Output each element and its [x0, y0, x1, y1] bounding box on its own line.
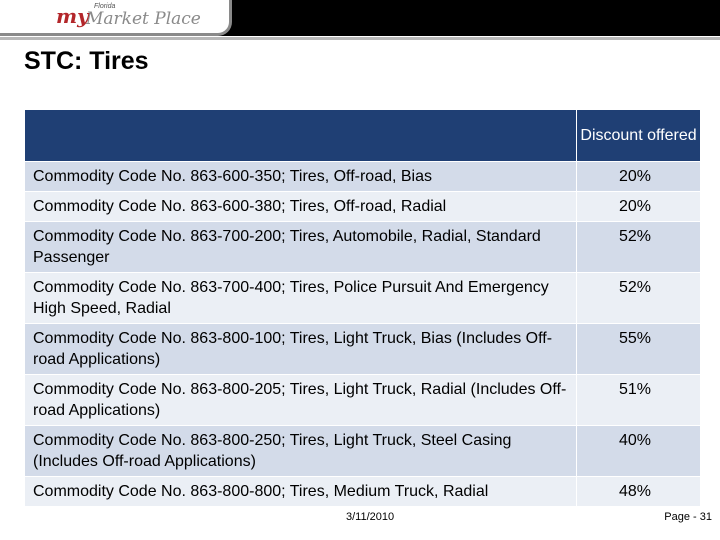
row-description: Commodity Code No. 863-700-200; Tires, Automobile, Radial, Standard Passenger	[25, 222, 577, 273]
logo-marketplace-text: Market Place	[86, 9, 201, 29]
row-discount: 55%	[577, 324, 701, 375]
header-cell-blank	[25, 110, 577, 162]
footer-date: 3/11/2010	[346, 511, 395, 523]
table-row	[25, 222, 701, 273]
row-description: Commodity Code No. 863-800-205; Tires, Light Truck, Radial (Includes Off-road Applications)	[25, 375, 577, 426]
row-discount: 51%	[577, 375, 701, 426]
page-title: STC: Tires	[24, 47, 149, 75]
row-description: Commodity Code No. 863-800-800; Tires, Medium Truck, Radial	[25, 477, 577, 507]
row-discount: 52%	[577, 273, 701, 324]
discount-table	[24, 109, 701, 507]
logo-my-text: my	[56, 4, 89, 28]
row-description: Commodity Code No. 863-700-400; Tires, Police Pursuit And Emergency High Speed, Radial	[25, 273, 577, 324]
table-row	[25, 192, 701, 222]
row-description: Commodity Code No. 863-600-380; Tires, Off-road, Radial	[25, 192, 577, 222]
logo	[0, 0, 232, 36]
row-discount: 20%	[577, 192, 701, 222]
table-row	[25, 375, 701, 426]
row-description: Commodity Code No. 863-800-100; Tires, Light Truck, Bias (Includes Off-road Applications)	[25, 324, 577, 375]
footer-page-number: Page - 31	[664, 511, 712, 523]
row-discount: 40%	[577, 426, 701, 477]
row-discount: 52%	[577, 222, 701, 273]
row-discount: 48%	[577, 477, 701, 507]
table-row	[25, 426, 701, 477]
row-discount: 20%	[577, 162, 701, 192]
table-row	[25, 477, 701, 507]
table-row	[25, 162, 701, 192]
header-divider	[0, 37, 720, 40]
row-description: Commodity Code No. 863-600-350; Tires, Off-road, Bias	[25, 162, 577, 192]
logo-florida-text: Florida	[94, 3, 116, 10]
row-description: Commodity Code No. 863-800-250; Tires, Light Truck, Steel Casing (Includes Off-road Applications)	[25, 426, 577, 477]
table-header-row	[25, 110, 701, 162]
table-row	[25, 324, 701, 375]
table-row	[25, 273, 701, 324]
header-cell-discount: Discount offered	[577, 110, 701, 162]
